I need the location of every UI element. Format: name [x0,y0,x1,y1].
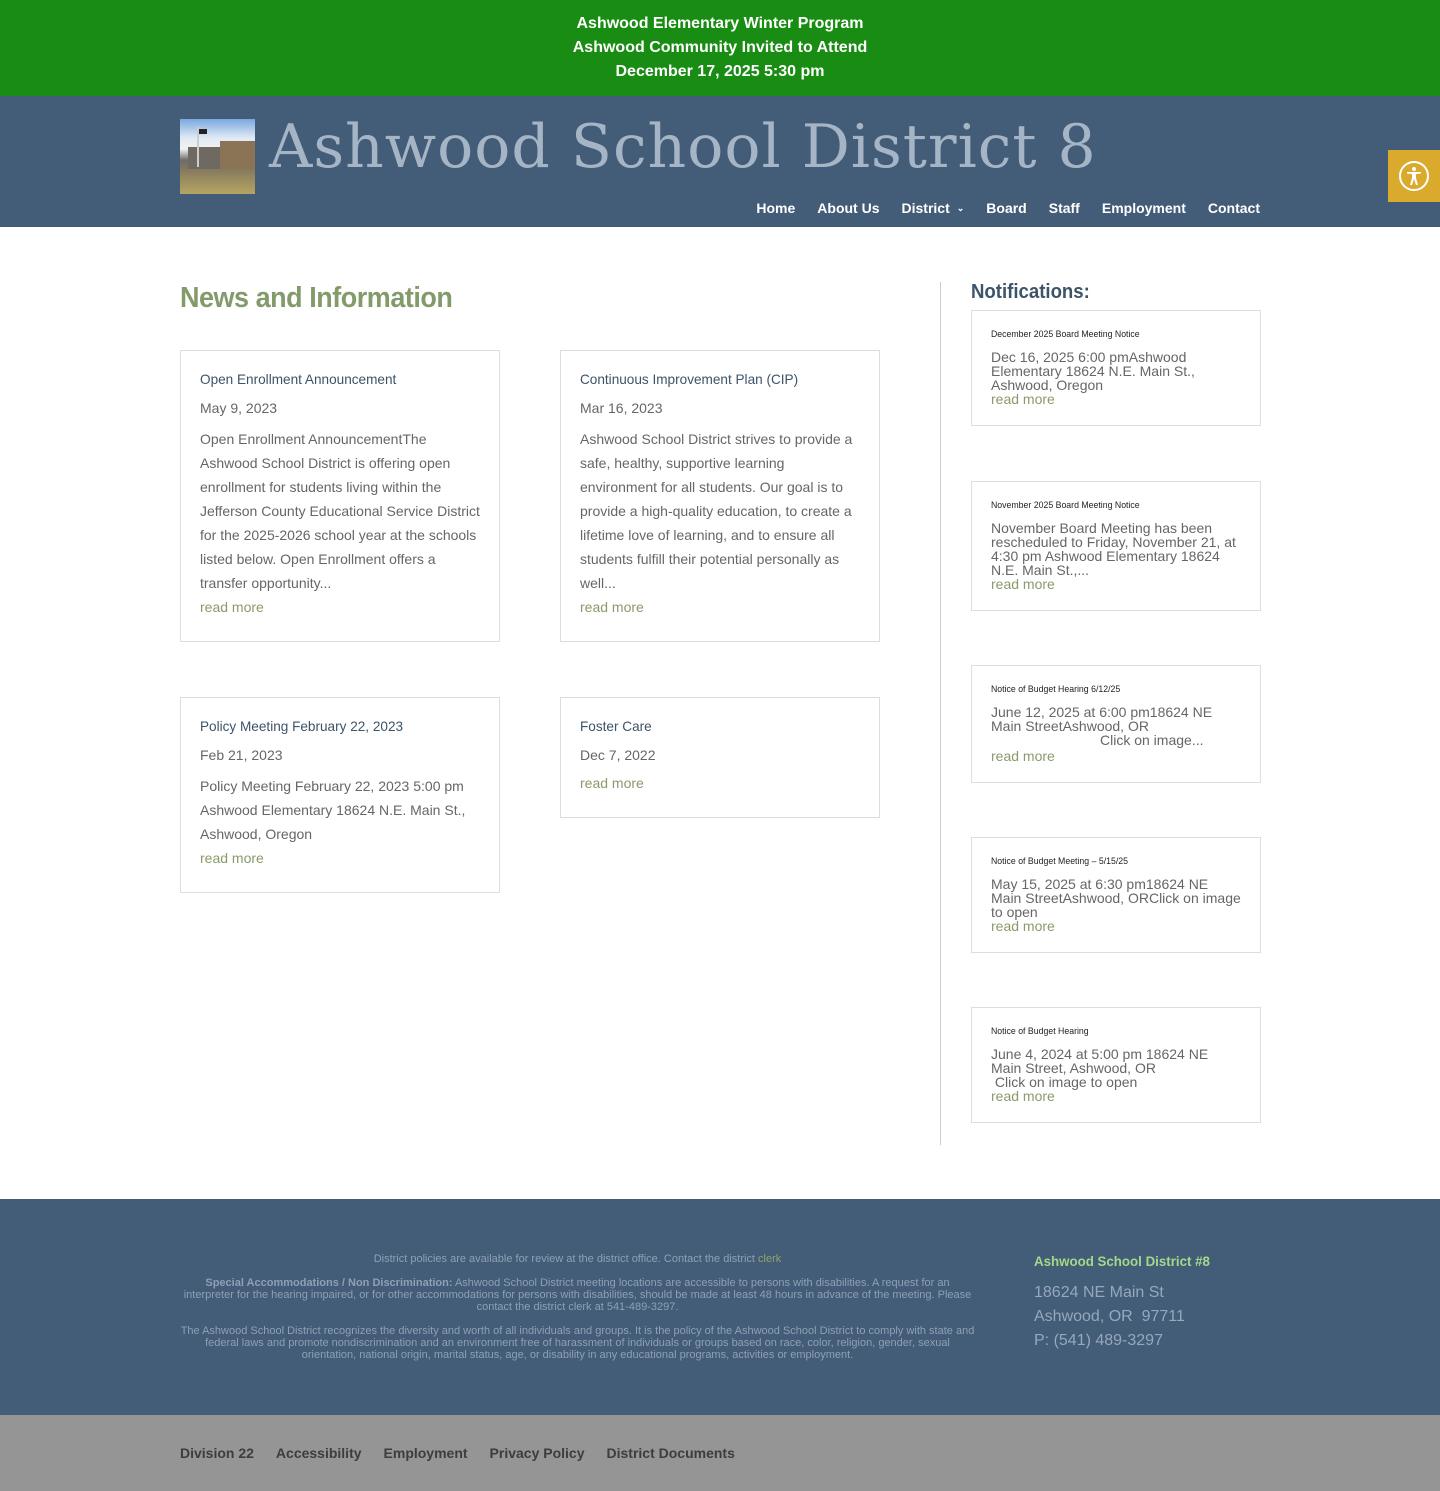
bottom-link-accessibility[interactable]: Accessibility [275,1445,362,1461]
district-clerk-link[interactable]: clerk [758,1253,782,1265]
read-more-link[interactable]: read more [580,775,644,791]
chevron-down-icon: ⌄ [956,202,965,213]
banner-line: Ashwood Community Invited to Attend [572,39,868,56]
nav-employment[interactable]: Employment [1101,200,1186,216]
nav-contact[interactable]: Contact [1207,200,1260,216]
bottom-nav [0,1415,1440,1491]
post-date: Dec 7, 2022 [580,747,656,763]
column-divider [940,282,941,1145]
site-logo[interactable] [180,112,1097,194]
news-card [180,697,500,893]
page-title: News and Information [180,282,453,314]
news-card [560,350,880,642]
policies-notice: District policies are available for review at the district office. Contact the district clerk [373,1253,782,1265]
post-date: Mar 16, 2023 [580,400,663,416]
accessibility-icon [1399,161,1429,191]
news-grid [180,350,880,893]
post-title[interactable]: Open Enrollment Announcement [200,371,397,387]
bottom-link-employment[interactable]: Employment [383,1445,468,1461]
news-section [180,282,880,1199]
post-date: May 9, 2023 [200,400,278,416]
read-more-link[interactable]: read more [580,599,644,615]
notification-item [971,481,1261,611]
banner-line: Ashwood Elementary Winter Program [576,15,864,32]
nondiscrimination-notice: The Ashwood School District recognizes the diversity and worth of all individuals and groups. It is the policy of the Ashwood School District to comply with state and federal laws and promote nondiscrimination and an environment free of harassment of individuals or groups based on race, color, religion, gender, sexual orientation, national origin, marital status, age, or disability in any educational programs, activities or employment. [180,1325,975,1361]
footer-contact [1034,1253,1219,1353]
footer-legal-text [180,1253,975,1373]
sidebar-title: Notifications: [971,281,1090,303]
notification-title[interactable]: Notice of Budget Hearing 6/12/25 [991,684,1121,695]
footer-address-line-2: Ashwood, OR 97711 [1034,1308,1185,1325]
site-footer [0,1199,1440,1415]
footer-district-name: Ashwood School District #8 [1034,1253,1210,1269]
notification-text-continued: Click on image... [1100,732,1204,748]
footer-phone: P: (541) 489-3297 [1034,1332,1163,1349]
notification-text: Dec 16, 2025 6:00 pmAshwood Elementary 18624 N.E. Main St., Ashwood, Oregon [991,349,1195,393]
read-more-link[interactable]: read more [991,391,1055,407]
nav-staff[interactable]: Staff [1048,200,1080,216]
bottom-link-privacy-policy[interactable]: Privacy Policy [489,1445,585,1461]
news-card [180,350,500,642]
notifications-sidebar [971,282,1261,1199]
notification-title[interactable]: Notice of Budget Meeting – 5/15/25 [991,856,1129,867]
post-title[interactable]: Policy Meeting February 22, 2023 [200,718,404,734]
notification-title[interactable]: Notice of Budget Hearing [991,1026,1089,1037]
post-title[interactable]: Foster Care [580,718,652,734]
read-more-link[interactable]: read more [991,1088,1055,1104]
notification-text-continued: Click on image to open [991,1074,1138,1090]
site-title[interactable]: Ashwood School District 8 [269,112,1097,182]
nav-about-us[interactable]: About Us [817,200,880,216]
school-building-image[interactable] [180,119,255,194]
notification-item [971,837,1261,953]
notification-text: May 15, 2025 at 6:30 pm18624 NE Main StreetAshwood, ORClick on image to open [991,876,1241,920]
accessibility-toolbar-button[interactable] [1388,150,1440,202]
bottom-link-district-documents[interactable]: District Documents [606,1445,735,1461]
footer-address-line-1: 18624 NE Main St [1034,1284,1164,1301]
news-card [560,697,880,818]
main-nav [756,200,1260,216]
notification-text: June 4, 2024 at 5:00 pm 18624 NE Main Street, Ashwood, OR [991,1046,1209,1076]
read-more-link[interactable]: read more [991,576,1055,592]
notification-title[interactable]: November 2025 Board Meeting Notice [991,500,1140,511]
post-excerpt: Open Enrollment AnnouncementThe Ashwood School District is offering open enrollment for students living within the Jefferson County Educational Service District for the 2025-2026 school year at the schools listed below. Open Enrollment offers a transfer opportunity... [200,431,480,591]
nav-district[interactable] [902,200,965,216]
notification-text: November Board Meeting has been rescheduled to Friday, November 21, at 4:30 pm Ashwood Elementary 18624 N.E. Main St.,... [991,520,1236,578]
accommodations-notice: Special Accommodations / Non Discrimination: Ashwood School District meeting locations are accessible to persons with disabilities. A request for an interpreter for the hearing impaired, or for other accommodations for persons with disabilities, should be made at least 48 hours in advance of the meeting. Please contact the district clerk at 541-489-3297. [183,1277,972,1313]
post-excerpt: Ashwood School District strives to provide a safe, healthy, supportive learning environment for all students. Our goal is to provide a high-quality education, to create a lifetime love of learning, and to ensure all students fulfill their potential personally as well... [580,431,853,591]
notification-text: June 12, 2025 at 6:00 pm18624 NE Main StreetAshwood, OR [991,704,1213,734]
post-excerpt: Policy Meeting February 22, 2023 5:00 pm Ashwood Elementary 18624 N.E. Main St., Ashwood, Oregon [200,778,466,842]
notification-item [971,310,1261,426]
post-title[interactable]: Continuous Improvement Plan (CIP) [580,371,799,387]
accommodations-label: Special Accommodations / Non Discrimination: [205,1277,453,1289]
read-more-link[interactable]: read more [200,850,264,866]
notification-item [971,665,1261,783]
notification-item [971,1007,1261,1123]
read-more-link[interactable]: read more [991,748,1055,764]
notification-title[interactable]: December 2025 Board Meeting Notice [991,329,1140,340]
nav-home[interactable]: Home [756,200,796,216]
banner-line: December 17, 2025 5:30 pm [615,63,825,80]
read-more-link[interactable]: read more [991,918,1055,934]
bottom-link-division-22[interactable]: Division 22 [180,1445,254,1461]
post-date: Feb 21, 2023 [200,747,283,763]
main-area [0,227,1440,1199]
announcement-banner [0,0,1440,96]
read-more-link[interactable]: read more [200,599,264,615]
site-header [0,96,1440,227]
nav-board[interactable]: Board [986,200,1027,216]
nav-district-label: District [901,200,950,216]
